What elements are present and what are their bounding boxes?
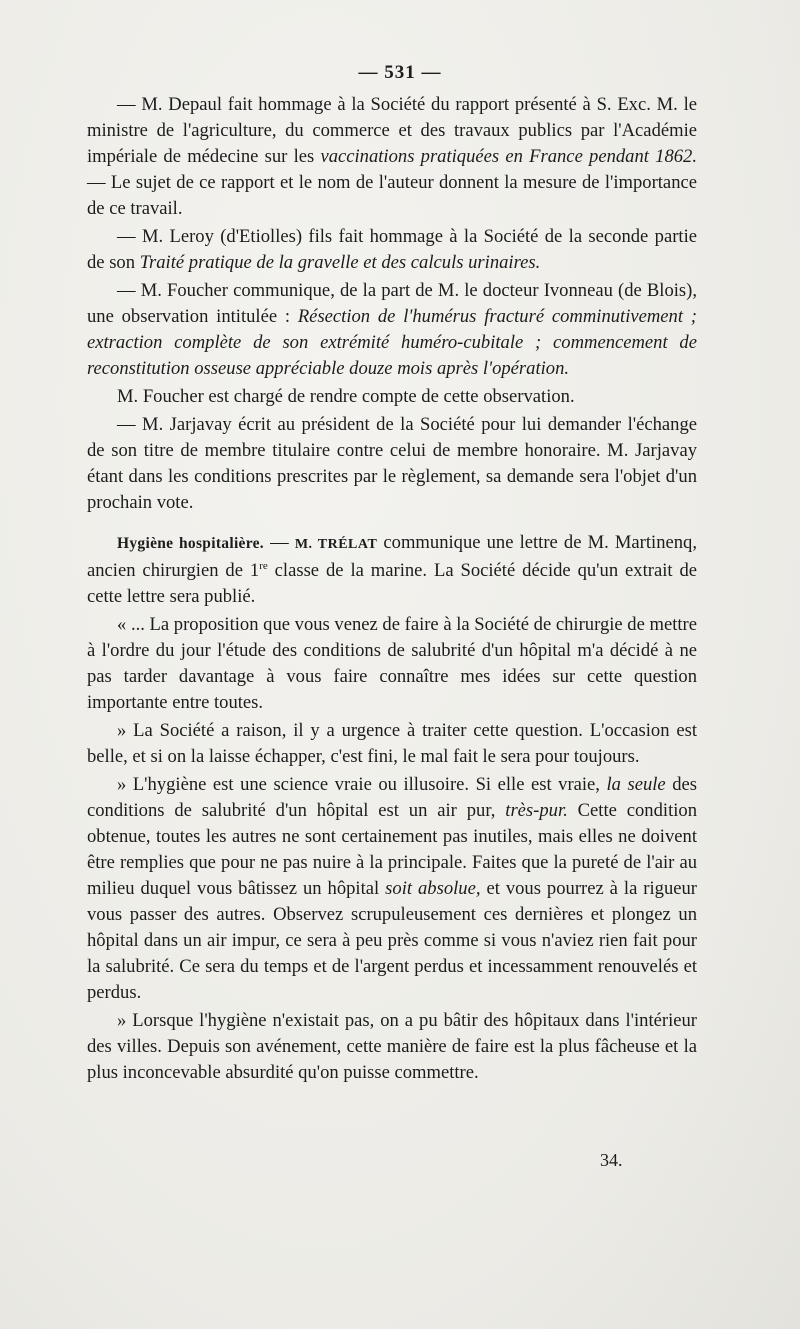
paragraph-depaul: — M. Depaul fait hommage à la Société du rapport présenté à S. Exc. M. le ministre de l'agriculture, du commerce et des travaux publics par l'Académie impériale de médecine sur les vaccinations pratiquées en France pendant 1862. — Le sujet de ce rapport et le nom de l'auteur donnent la mesure de l'importance de ce travail. xyxy=(87,94,697,219)
section-title: Hygiène hospitalière. xyxy=(117,535,264,552)
paragraph-leroy: — M. Leroy (d'Etiolles) fils fait hommage à la Société de la seconde partie de son Traité pratique de la gravelle et des calculs urinaires. xyxy=(87,226,697,273)
page-number: — 531 — xyxy=(358,62,442,83)
signature-mark: 34. xyxy=(600,1150,623,1170)
paragraph-foucher-charge: M. Foucher est chargé de rendre compte de cette observation. xyxy=(117,386,575,407)
body-text xyxy=(87,92,697,1086)
paragraph-urgence: » La Société a raison, il y a urgence à traiter cette question. L'occasion est belle, et si on la laisse échapper, c'est fini, le mal fait le sera pour toujours. xyxy=(87,720,697,767)
paragraph-foucher: — M. Foucher communique, de la part de M. le docteur Ivonneau (de Blois), une observation intitulée : Résection de l'humérus fracturé comminutivement ; extraction complète de son extrémité huméro-cubitale ; commencement de reconstitution osseuse appréciable douze mois après l'opération. xyxy=(87,280,697,379)
paragraph-hygiene-science: » L'hygiène est une science vraie ou illusoire. Si elle est vraie, la seule des conditions de salubrité d'un hôpital est un air pur, très-pur. Cette condition obtenue, toutes les autres ne sont certainement pas inutiles, mais elles ne doivent être remplies que pour ne pas nuire à la principale. Faites que la pureté de l'air au milieu duquel vous bâtissez un hôpital soit absolue, et vous pourrez à la rigueur vous passer des autres. Observez scrupuleusement ces dernières et plongez un hôpital dans un air impur, ce sera à peu près comme si vous n'aviez rien fait pour la salubrité. Ce sera du temps et de l'argent perdus et incessamment renouvelés et perdus. xyxy=(87,774,697,1003)
paragraph-letter-intro: « ... La proposition que vous venez de faire à la Société de chirurgie de mettre à l'ordre du jour l'étude des conditions de salubrité d'un hôpital m'a décidé à ne pas tarder davantage à vous faire connaître mes idées sur cette question importante entre toutes. xyxy=(87,614,697,713)
paragraph-hygiene: Hygiène hospitalière. — M. TRÉLAT communique une lettre de M. Martinenq, ancien chirurgien de 1re classe de la marine. La Société décide qu'un extrait de cette lettre sera publié. xyxy=(87,532,697,607)
paragraph-jarjavay: — M. Jarjavay écrit au président de la Société pour lui demander l'échange de son titre de membre titulaire contre celui de membre honoraire. M. Jarjavay étant dans les conditions prescrites par le règlement, sa demande sera l'objet d'un prochain vote. xyxy=(87,414,697,513)
paragraph-hopitaux-villes: » Lorsque l'hygiène n'existait pas, on a pu bâtir des hôpitaux dans l'intérieur des villes. Depuis son avénement, cette manière de faire est la plus fâcheuse et la plus inconcevable absurdité qu'on puisse commettre. xyxy=(87,1010,697,1083)
speaker-name: M. TRÉLAT xyxy=(294,537,378,552)
